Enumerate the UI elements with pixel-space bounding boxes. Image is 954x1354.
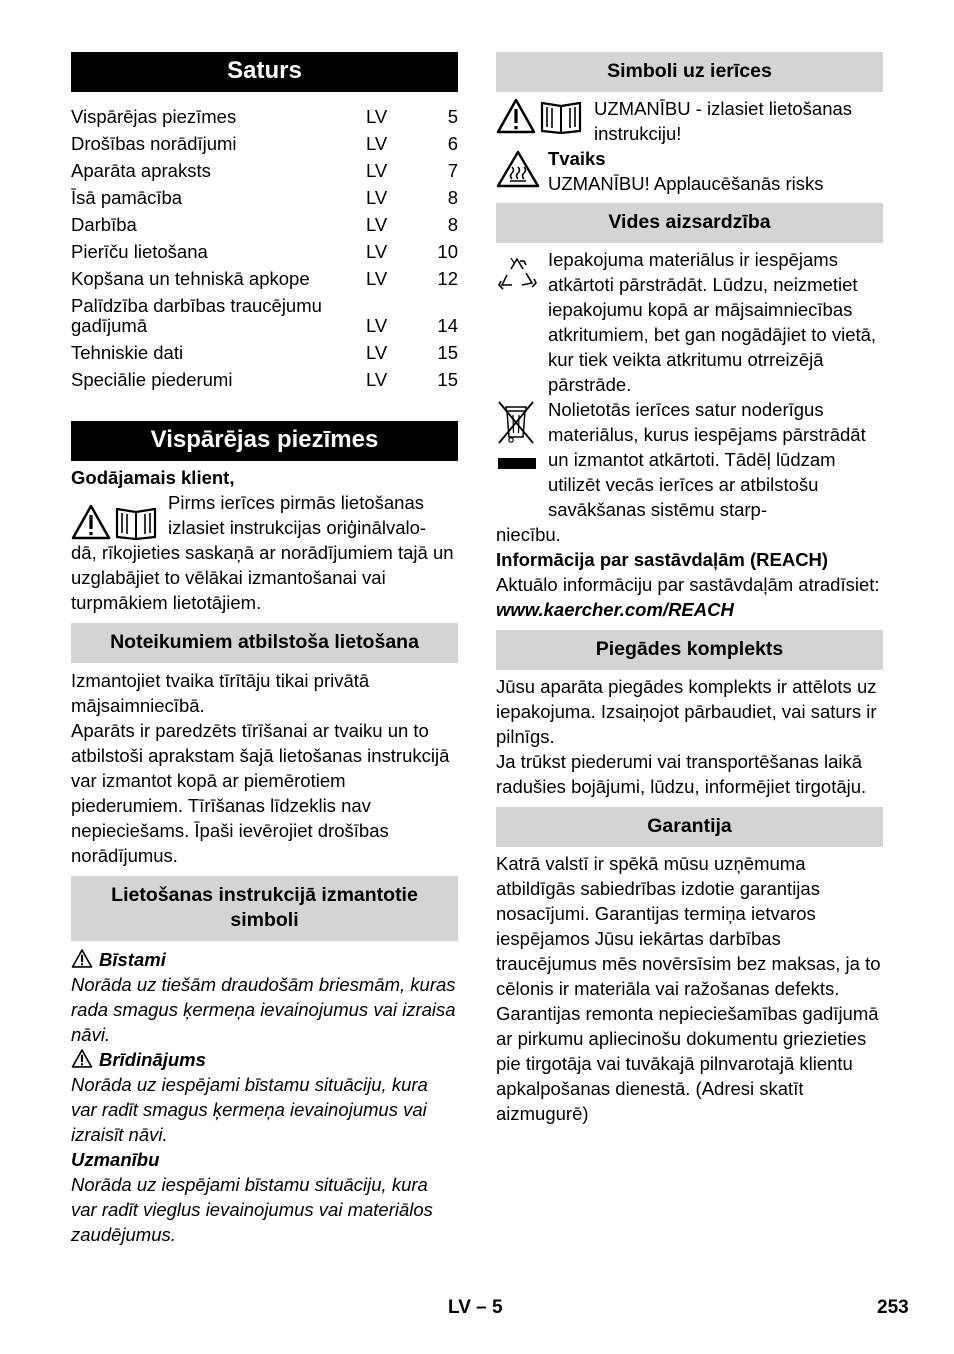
toc-label: Tehniskie dati	[71, 342, 184, 363]
warning-triangle-icon	[496, 98, 536, 134]
warning-triangle-icon	[71, 949, 93, 968]
weee-text-first: Nolietotās ierīces satur noderīgus materiālus, kurus iespējams pārstrādāt un izmantot atkārtoti. Tādēļ lūdzam utilizēt vecās ierīces ar atbilstošu savākšanas sistēmu starp-	[548, 399, 866, 520]
toc-page: 8	[447, 214, 458, 235]
toc-row[interactable]	[71, 367, 458, 394]
toc-row[interactable]	[71, 131, 458, 158]
toc-lang: LV	[366, 187, 388, 208]
toc-label: Aparāta apraksts	[71, 160, 211, 181]
intro-block	[71, 490, 458, 540]
toc-row[interactable]	[71, 185, 458, 212]
toc-label: Pierīču lietošana	[71, 241, 208, 262]
toc-lang: LV	[366, 106, 388, 127]
toc-row[interactable]	[71, 158, 458, 185]
intended-use-p2: Aparāts ir paredzēts tīrīšanai ar tvaiku un to atbilstoši aprakstam šajā lietošanas instrukcijā var izmantot kopā ar piemērotiem piederumiem. Tīrīšanas līdzeklis nav nepieciešams. Īpaši ievērojiet drošības norādījumus.	[71, 720, 450, 866]
toc-label: Palīdzība darbības traucējumu gadījumā	[71, 295, 322, 336]
steam-hot-icon	[496, 150, 540, 188]
steam-icon-wrap	[496, 150, 548, 193]
right-column	[496, 52, 883, 1126]
reach-title: Informācija par sastāvdaļām (REACH)	[496, 549, 829, 570]
symbols-device-title: Simboli uz ierīces	[496, 52, 883, 92]
toc-page: 10	[437, 241, 458, 262]
steam-text-block	[548, 146, 824, 196]
manual-book-icon	[114, 504, 158, 540]
steam-row	[496, 146, 883, 196]
toc-page: 14	[437, 315, 458, 336]
toc-page: 7	[447, 160, 458, 181]
footer-section: LV – 5	[448, 1297, 503, 1318]
toc-lang: LV	[366, 369, 388, 390]
toc-page: 12	[437, 268, 458, 289]
intro-icons	[71, 490, 168, 540]
packaging-text: Iepakojuma materiālus ir iespējams atkārtoti pārstrādāt. Lūdzu, neizmetiet iepakojumu kopā ar mājsaimniecības atkritumiem, bet gan nogādājiet to vietā, kur tiek veikta atkritumu otrreizējā pārstrāde.	[548, 249, 877, 395]
toc-page: 15	[437, 369, 458, 390]
read-manual-row	[496, 96, 883, 146]
recycle-icon-wrap	[496, 247, 548, 397]
footer-page-number: 253	[877, 1297, 909, 1318]
toc-row[interactable]	[71, 340, 458, 367]
symbols-manual-title: Lietošanas instrukcijā izmantotie simboli	[71, 876, 458, 941]
reach-text: Aktuālo informāciju par sastāvdaļām atradīsiet:	[496, 574, 880, 595]
toc-row[interactable]	[71, 266, 458, 293]
warning-text: Norāda uz iespējami bīstamu situāciju, kura var radīt smagus ķermeņa ievainojumus vai izraisīt nāvi.	[71, 1074, 428, 1145]
steam-title: Tvaiks	[548, 148, 606, 169]
manual-book-icon	[539, 98, 583, 134]
toc-lang: LV	[366, 342, 388, 363]
environment-title: Vides aizsardzība	[496, 203, 883, 243]
danger-heading	[71, 947, 458, 972]
delivery-p1: Jūsu aparāta piegādes komplekts ir attēlots uz iepakojuma. Izsaiņojot pārbaudiet, vai saturs ir pilnīgs.	[496, 676, 877, 747]
warning-title: Brīdinājums	[99, 1049, 206, 1070]
warning-heading	[71, 1047, 458, 1072]
toc-title: Saturs	[71, 52, 458, 92]
delivery-title: Piegādes komplekts	[496, 630, 883, 670]
toc-row[interactable]	[71, 104, 458, 131]
warning-triangle-icon	[71, 1049, 93, 1068]
intro-text-rest: dā, rīkojieties saskaņā ar norādījumiem tajā un uzglabājiet to vēlākai izmantošanai vai turpmākiem lietotājiem.	[71, 542, 454, 613]
toc-page: 15	[437, 342, 458, 363]
toc-lang: LV	[366, 315, 388, 336]
intended-use-title: Noteikumiem atbilstoša lietošana	[71, 623, 458, 663]
weee-row	[496, 397, 883, 522]
intro-text-first: Pirms ierīces pirmās lietošanas izlasiet instrukcijas oriģinālvalo-	[168, 492, 427, 538]
toc-lang: LV	[366, 160, 388, 181]
weee-icon-wrap	[496, 397, 548, 522]
general-title: Vispārējas piezīmes	[71, 421, 458, 461]
weee-bar	[498, 458, 536, 469]
recycle-icon	[496, 253, 540, 293]
delivery-p2: Ja trūkst piederumi vai transportēšanas laikā radušies bojājumi, lūdzu, informējiet tirgotāju.	[496, 751, 867, 797]
packaging-row	[496, 247, 883, 397]
warranty-title: Garantija	[496, 807, 883, 847]
toc-label: Speciālie piederumi	[71, 369, 233, 390]
caution-text: Norāda uz iespējami bīstamu situāciju, kura var radīt vieglus ievainojumus vai materiālos zaudējumus.	[71, 1174, 433, 1245]
toc-row[interactable]	[71, 293, 458, 340]
crossed-bin-icon	[496, 399, 536, 445]
toc-page: 6	[447, 133, 458, 154]
weee-text-rest: niecību.	[496, 524, 561, 545]
danger-title: Bīstami	[99, 949, 166, 970]
left-column	[71, 52, 458, 1247]
toc-label: Kopšana un tehniskā apkope	[71, 268, 310, 289]
toc-lang: LV	[366, 214, 388, 235]
greeting: Godājamais klient,	[71, 467, 235, 488]
toc-row[interactable]	[71, 212, 458, 239]
toc-label: Vispārējas piezīmes	[71, 106, 237, 127]
reach-url[interactable]: www.kaercher.com/REACH	[496, 599, 734, 620]
steam-text: UZMANĪBU! Applaucēšanās risks	[548, 173, 824, 194]
toc-lang: LV	[366, 133, 388, 154]
toc-label: Darbība	[71, 214, 137, 235]
table-of-contents	[71, 104, 458, 394]
read-manual-text: UZMANĪBU - izlasiet lietošanas instrukciju!	[594, 98, 853, 144]
warranty-text: Katrā valstī ir spēkā mūsu uzņēmuma atbildīgās sabiedrības izdotie garantijas nosacījumi. Garantijas termiņa ietvaros iespējamos Jūsu iekārtas darbības traucējumus mēs novērsīsim bez maksas, ja to cēlonis ir materiāla vai ražošanas defekts. Garantijas remonta nepieciešamības gadījumā ar pirkumu apliecinošu dokumentu griezieties pie tirgotāja vai tuvākajā pilnvarotajā klientu apkalpošanas dienestā. (Adresi skatīt aizmugurē)	[496, 853, 881, 1124]
read-manual-icons	[496, 98, 594, 134]
toc-label: Drošības norādījumi	[71, 133, 237, 154]
warning-triangle-icon	[71, 504, 111, 540]
toc-row[interactable]	[71, 239, 458, 266]
toc-lang: LV	[366, 241, 388, 262]
toc-lang: LV	[366, 268, 388, 289]
toc-label: Īsā pamācība	[71, 187, 183, 208]
toc-page: 5	[447, 106, 458, 127]
toc-page: 8	[447, 187, 458, 208]
caution-title: Uzmanību	[71, 1149, 160, 1170]
intended-use-p1: Izmantojiet tvaika tīrītāju tikai privātā mājsaimniecībā.	[71, 670, 370, 716]
danger-text: Norāda uz tiešām draudošām briesmām, kuras rada smagus ķermeņa ievainojumus vai izraisa nāvi.	[71, 974, 456, 1045]
